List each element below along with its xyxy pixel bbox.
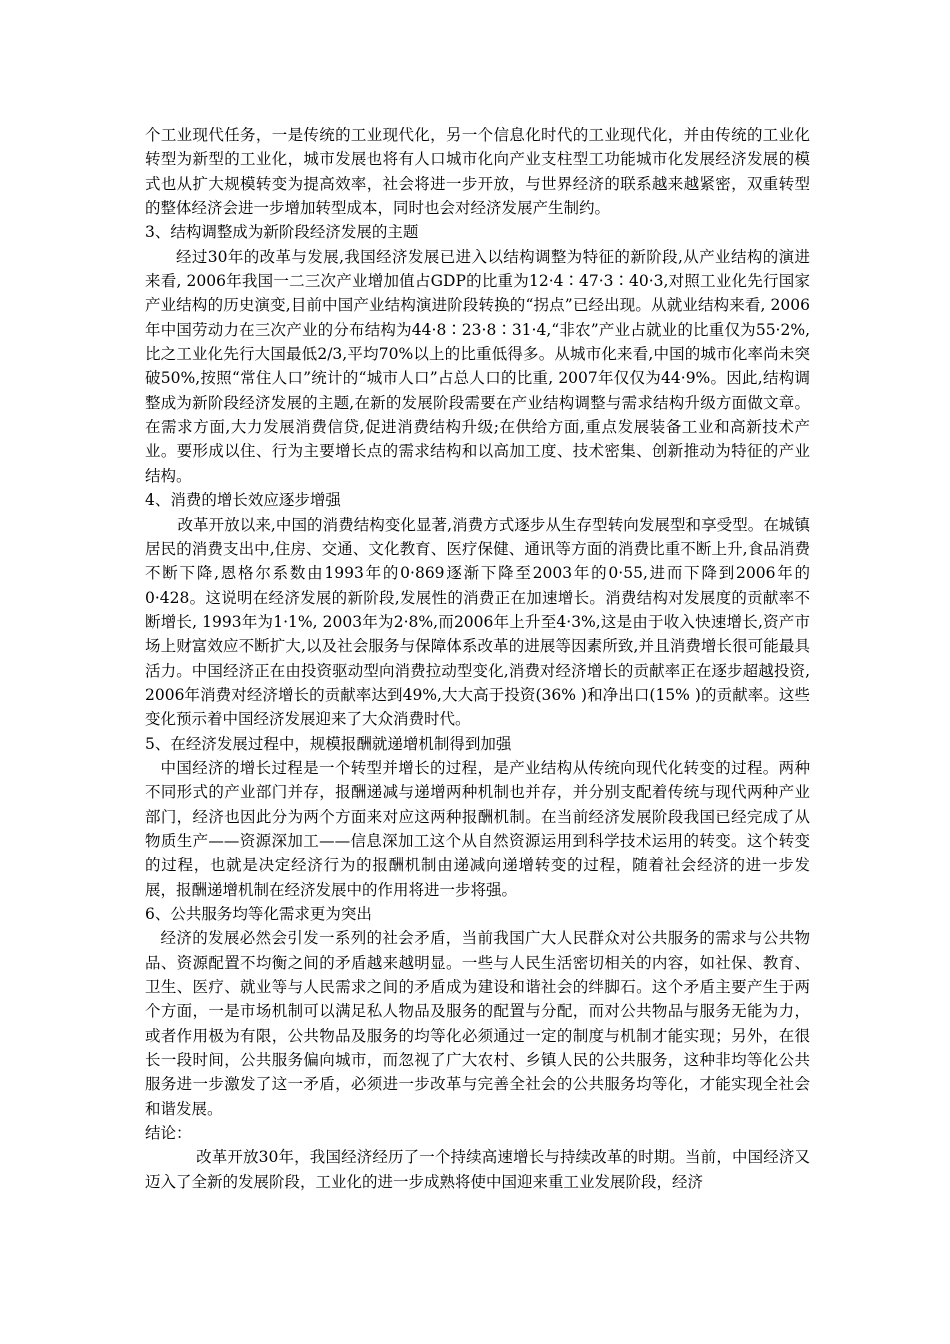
- section-heading-4: 4、消费的增长效应逐步增强: [145, 491, 341, 510]
- section-heading-5: 5、在经济发展过程中，规模报酬就递增机制得到加强: [145, 734, 512, 753]
- document-body: [145, 123, 810, 1194]
- conclusion-heading: 结论：: [145, 1124, 192, 1143]
- section-heading-6: 6、公共服务均等化需求更为突出: [145, 905, 372, 923]
- paragraph-increasing-returns: 中国经济的增长过程是一个转型并增长的过程，是产业结构从传统向现代化转变的过程。两种不同形式的产业部门并存，报酬递减与递增两种机制也并存，并分别支配着传统与现代两种产业部门，经济也因此分为两个方面来对应这两种报酬机制。在当前经济发展阶段我国已经完成了从物质生产——资源深加工——信息深加工这个从自然资源运用到科学技术运用的转变。这个转变的过程，也就是决定经济行为的报酬机制由递减向递增转变的过程，随着社会经济的进一步发展，报酬递增机制在经济发展中的作用将进一步将强。: [145, 758, 810, 899]
- paragraph-continued: 个工业现代任务，一是传统的工业现代化，另一个信息化时代的工业现代化，并由传统的工业化转型为新型的工业化，城市发展也将有人口城市化向产业支柱型工功能城市化发展经济发展的模式也从扩大规模转变为提高效率，社会将进一步开放，与世界经济的联系越来越紧密，双重转型的整体经济会进一步增加转型成本，同时也会对经济发展产生制约。: [145, 126, 810, 218]
- paragraph-public-services: 经济的发展必然会引发一系列的社会矛盾，当前我国广大人民群众对公共服务的需求与公共物品、资源配置不均衡之间的矛盾越来越明显。一些与人民生活密切相关的内容，如社保、教育、卫生、医疗、就业等与人民需求之间的矛盾成为建设和谐社会的绊脚石。这个矛盾主要产生于两个方面，一是市场机制可以满足私人物品及服务的配置与分配，而对公共物品与服务无能为力，或者作用极为有限，公共物品及服务的均等化必须通过一定的制度与机制才能实现；另外，在很长一段时间，公共服务偏向城市，而忽视了广大农村、乡镇人民的公共服务，这种非均等化公共服务进一步激发了这一矛盾，必须进一步改革与完善全社会的公共服务均等化，才能实现全社会和谐发展。: [145, 929, 810, 1118]
- paragraph-consumption: 改革开放以来,中国的消费结构变化显著,消费方式逐步从生存型转向发展型和享受型。在城镇居民的消费支出中,住房、交通、文化教育、医疗保健、通讯等方面的消费比重不断上升,食品消费不断下降,恩格尔系数由1993年的0·869逐渐下降至2003年的0·55,进而下降到2006年的0·428。这说明在经济发展的新阶段,发展性的消费正在加速增长。消费结构对发展度的贡献率不断增长, 1993年为1·1%, 2003年为2·8%,而2006年上升至4·3%,这是由于收入快速增长,资产市场上财富效应不断扩大,以及社会服务与保障体系改革的进展等因素所致,并且消费增长很可能最具活力。中国经济正在由投资驱动型向消费拉动型变化,消费对经济增长的贡献率正在逐步超越投资, 2006年消费对经济增长的贡献率达到49%,大大高于投资(36% )和净出口(15% )的贡献率。这些变化预示着中国经济发展迎来了大众消费时代。: [145, 515, 810, 729]
- paragraph-structure-adjustment: 经过30年的改革与发展,我国经济发展已进入以结构调整为特征的新阶段,从产业结构的演进来看, 2006年我国一二三次产业增加值占GDP的比重为12·4∶47·3∶40·3,对照工业化先行国家产业结构的历史演变,目前中国产业结构演进阶段转换的“拐点”已经出现。从就业结构来看, 2006年中国劳动力在三次产业的分布结构为44·8∶23·8∶31·4,“非农”产业占就业的比重仅为55·2%,比之工业化先行大国最低2/3,平均70%以上的比重低得多。从城市化来看,中国的城市化率尚未突破50%,按照“常住人口”统计的“城市人口”占总人口的比重, 2007年仅仅为44·9%。因此,结构调整成为新阶段经济发展的主题,在新的发展阶段需要在产业结构调整与需求结构升级方面做文章。在需求方面,大力发展消费信贷,促进消费结构升级;在供给方面,重点发展装备工业和高新技术产业。要形成以住、行为主要增长点的需求结构和以高加工度、技术密集、创新推动为特征的产业结构。: [145, 247, 810, 485]
- paragraph-conclusion: 改革开放30年，我国经济经历了一个持续高速增长与持续改革的时期。当前，中国经济又迈入了全新的发展阶段，工业化的进一步成熟将使中国迎来重工业发展阶段，经济: [145, 1148, 810, 1191]
- section-heading-3: 3、结构调整成为新阶段经济发展的主题: [145, 223, 419, 242]
